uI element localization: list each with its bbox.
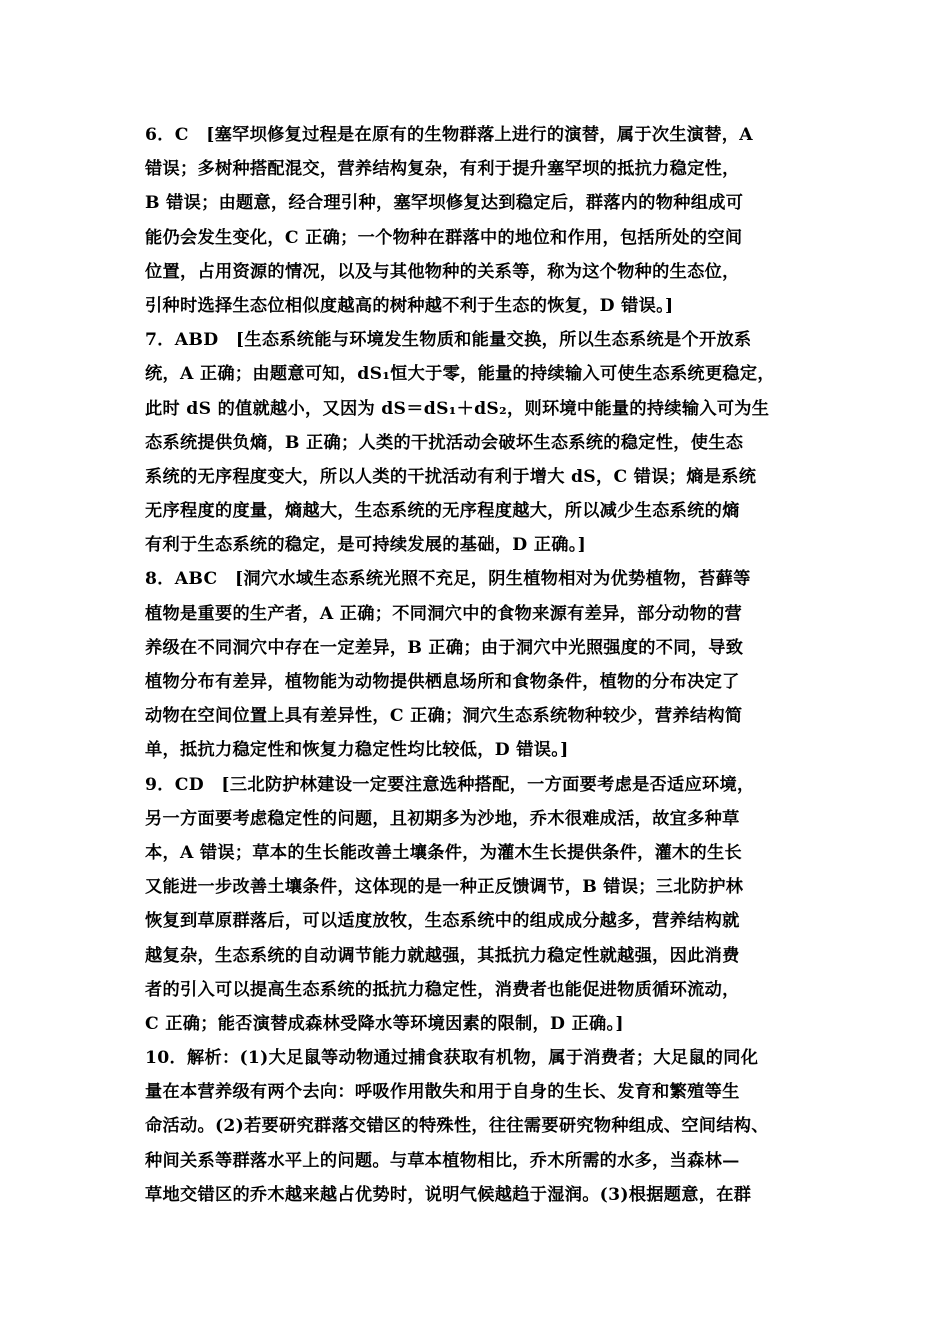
- text-line: 此时 dS 的值就越小，又因为 dS＝dS₁＋dS₂，则环境中能量的持续输入可为生: [145, 398, 770, 419]
- text-line: 植物分布有差异，植物能为动物提供栖息场所和食物条件，植物的分布决定了: [145, 672, 740, 692]
- text-line: 8．ABC [洞穴水域生态系统光照不充足，阴生植物相对为优势植物，苔藓等: [145, 569, 751, 590]
- text-line: 7．ABD [生态系统能与环境发生物质和能量交换，所以生态系统是个开放系: [145, 330, 752, 351]
- text-line: B 错误；由题意，经合理引种，塞罕坝修复达到稳定后，群落内的物种组成可: [145, 193, 744, 214]
- text-line: 单，抵抗力稳定性和恢复力稳定性均比较低，D 错误。]: [145, 740, 569, 761]
- text-line: 统，A 正确；由题意可知，dS₁恒大于零，能量的持续输入可使生态系统更稳定，: [145, 364, 775, 385]
- text-line: 量在本营养级有两个去向：呼吸作用散失和用于自身的生长、发育和繁殖等生: [145, 1082, 740, 1103]
- text-line: 6．C [塞罕坝修复过程是在原有的生物群落上进行的演替，属于次生演替，A: [145, 125, 753, 145]
- answer-10: [145, 1041, 815, 1212]
- text-line: 9．CD [三北防护林建设一定要注意选种搭配，一方面要考虑是否适应环境，: [145, 774, 755, 795]
- text-line: 恢复到草原群落后，可以适度放牧，生态系统中的组成成分越多，营养结构就: [145, 911, 740, 932]
- text-line: 10．解析：(1)大足鼠等动物通过捕食获取有机物，属于消费者；大足鼠的同化: [145, 1048, 759, 1069]
- text-line: 态系统提供负熵，B 正确；人类的干扰活动会破坏生态系统的稳定性，使生态: [145, 432, 744, 453]
- answer-9: [145, 768, 815, 1042]
- text-line: 本，A 错误；草本的生长能改善土壤条件，为灌木生长提供条件，灌木的生长: [145, 842, 743, 863]
- answer-document: [145, 118, 815, 1212]
- text-line: 能仍会发生变化，C 正确；一个物种在群落中的地位和作用，包括所处的空间: [145, 227, 743, 248]
- text-line: 系统的无序程度变大，所以人类的干扰活动有利于增大 dS，C 错误；熵是系统: [145, 466, 757, 487]
- text-line: 又能进一步改善土壤条件，这体现的是一种正反馈调节，B 错误；三北防护林: [145, 877, 744, 898]
- text-line: 者的引入可以提高生态系统的抵抗力稳定性，消费者也能促进物质循环流动，: [145, 979, 740, 1000]
- text-line: C 正确；能否演替成森林受降水等环境因素的限制，D 正确。]: [145, 1013, 624, 1034]
- text-line: 养级在不同洞穴中存在一定差异，B 正确；由于洞穴中光照强度的不同，导致: [145, 637, 744, 658]
- answer-8: [145, 562, 815, 767]
- text-line: 位置，占用资源的情况，以及与其他物种的关系等，称为这个物种的生态位，: [145, 261, 740, 282]
- answer-6: [145, 118, 815, 323]
- text-line: 命活动。(2)若要研究群落交错区的特殊性，往往需要研究物种组成、空间结构、: [145, 1116, 769, 1137]
- text-line: 有利于生态系统的稳定，是可持续发展的基础，D 正确。]: [145, 535, 587, 556]
- text-line: 动物在空间位置上具有差异性，C 正确；洞穴生态系统物种较少，营养结构简: [145, 706, 743, 727]
- text-line: 另一方面要考虑稳定性的问题，且初期多为沙地，乔木很难成活，故宜多种草: [145, 808, 740, 829]
- text-line: 草地交错区的乔木越来越占优势时，说明气候越趋于湿润。(3)根据题意，在群: [145, 1184, 752, 1205]
- text-line: 无序程度的度量，熵越大，生态系统的无序程度越大，所以减少生态系统的熵: [145, 501, 740, 522]
- text-line: 种间关系等群落水平上的问题。与草本植物相比，乔木所需的水多，当森林—: [145, 1150, 740, 1171]
- text-line: 越复杂，生态系统的自动调节能力就越强，其抵抗力稳定性就越强，因此消费: [145, 945, 740, 966]
- text-line: 引种时选择生态位相似度越高的树种越不利于生态的恢复，D 错误。]: [145, 295, 674, 316]
- text-line: 植物是重要的生产者，A 正确；不同洞穴中的食物来源有差异，部分动物的营: [145, 603, 743, 624]
- text-line: 错误；多树种搭配混交，营养结构复杂，有利于提升塞罕坝的抵抗力稳定性，: [145, 159, 740, 180]
- answer-7: [145, 323, 815, 562]
